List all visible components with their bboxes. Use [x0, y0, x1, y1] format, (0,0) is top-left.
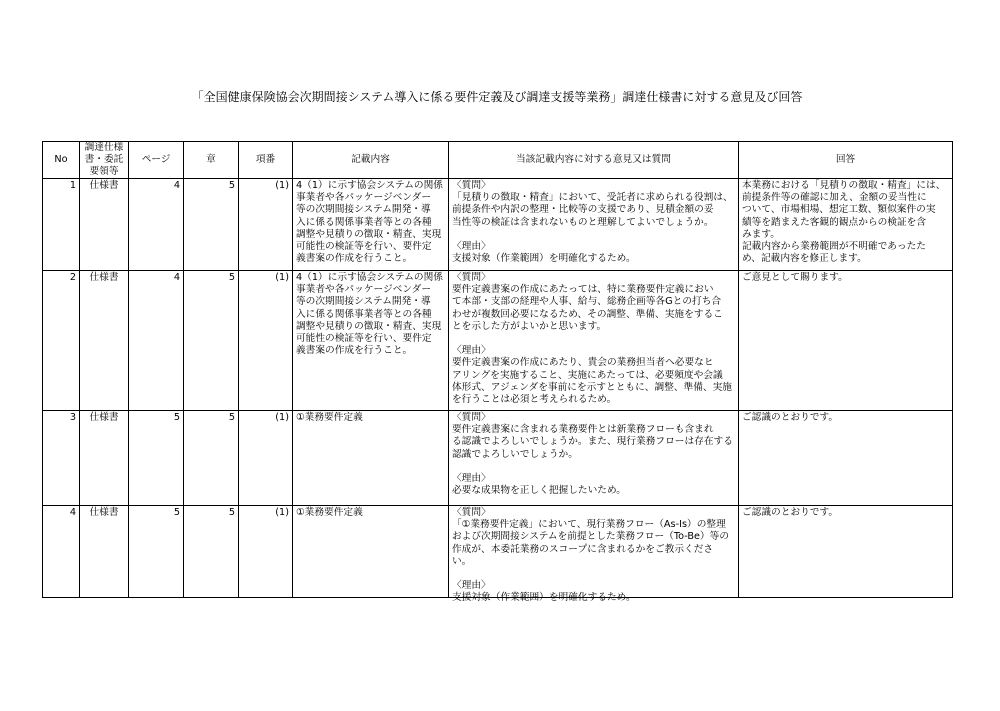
header-document-cell: [80, 142, 129, 179]
row-chapter: 5: [228, 272, 235, 283]
row-answer: ご認識のとおりです。: [742, 412, 839, 423]
row-answer-cell: [739, 506, 953, 598]
row-document-cell: [80, 411, 129, 506]
row-content-cell: [293, 411, 449, 506]
question-label: 〈質問〉: [452, 272, 491, 283]
row-answer: 本業務における「見積りの徴取・精査」には、 前提条件等の確認に加え、金額の妥当性に ついて、市場相場、想定工数、類似案件の実 績等を踏まえた客観的観点からの検証を含 みます。 記載内容から業務範囲が不明確であったた め、記載内容を修正します。: [742, 180, 946, 265]
question-text: 「見積りの徴取・精査」において、受託者に求められる役割は、 前提条件や内訳の整理・比較等の支援であり、見積金額の妥 当性等の検証は含まれないものと理解してよいでしょうか。: [452, 192, 733, 228]
header-item-cell: [239, 142, 293, 179]
table-row: [43, 271, 953, 411]
blank-line: [452, 333, 736, 345]
row-document-cell: [80, 271, 129, 411]
header-opinion: 当該記載内容に対する意見又は質問: [516, 154, 671, 166]
row-item-cell: [239, 411, 293, 506]
row-no-cell: [43, 271, 80, 411]
row-opinion-cell: [449, 179, 739, 271]
question-label: 〈質問〉: [452, 412, 491, 423]
row-opinion: [449, 179, 738, 270]
header-page-cell: [129, 142, 184, 179]
reason-text: 支援対象（作業範囲）を明確化するため。: [452, 253, 636, 265]
header-opinion-cell: [449, 142, 739, 179]
blank-line: [452, 461, 736, 473]
row-chapter-cell: [184, 506, 239, 598]
question-label: 〈質問〉: [452, 180, 491, 191]
row-chapter-cell: [184, 411, 239, 506]
row-answer-cell: [739, 179, 953, 271]
document-title: 「全国健康保険協会次期間接システム導入に係る要件定義及び調達支援等業務」調達仕様書に対する意見及び回答: [191, 90, 803, 104]
reason-text: 支援対象（作業範囲）を明確化するため。: [452, 592, 636, 604]
row-no-cell: [43, 411, 80, 506]
table-row: [43, 179, 953, 271]
row-no: 1: [69, 180, 76, 191]
table-row: [43, 506, 953, 598]
header-document: 調達仕様 書・委託 要領等: [84, 142, 124, 177]
row-document: 仕様書: [89, 272, 119, 283]
row-chapter: 5: [228, 507, 235, 518]
row-item: (1): [275, 272, 289, 283]
row-document: 仕様書: [89, 180, 119, 191]
row-content: ①業務要件定義: [296, 412, 363, 423]
header-no: No: [54, 154, 68, 166]
row-opinion: [449, 271, 738, 410]
row-content-cell: [293, 271, 449, 411]
row-item-cell: [239, 179, 293, 271]
row-opinion: [449, 506, 738, 604]
row-answer-cell: [739, 271, 953, 411]
header-page: ページ: [141, 154, 171, 166]
row-document-cell: [80, 179, 129, 271]
header-answer-cell: [739, 142, 953, 179]
row-page-cell: [129, 411, 184, 506]
row-document: 仕様書: [89, 412, 119, 423]
opinion-answer-table: [42, 141, 953, 604]
row-chapter: 5: [228, 412, 235, 423]
row-no: 2: [69, 272, 76, 283]
row-opinion-cell: [449, 506, 739, 604]
question-text: 「①業務要件定義」において、現行業務フロー（As-Is）の整理 および次期間接システムを前提とした業務フロー（To-Be）等の 作成が、本委託業務のスコープに含まれるかをご教示くださ い。: [452, 519, 730, 567]
row-opinion-cell: [449, 271, 739, 411]
row-answer: ご認識のとおりです。: [742, 507, 839, 518]
row-no: 3: [69, 412, 76, 423]
header-chapter-cell: [184, 142, 239, 179]
header-content: 記載内容: [351, 154, 390, 166]
row-answer: ご意見として賜ります。: [742, 272, 848, 283]
row-content: 4（1）に示す協会システムの関係 事業者や各パッケージベンダー 等の次期間接システム開発・導 入に係る関係事業者等との各種 調整や見積りの徴取・精査、実現 可能性の検証等を行い、要件定 義書案の作成を行うこと。: [296, 180, 443, 265]
row-page-cell: [129, 506, 184, 598]
row-content-cell: [293, 179, 449, 271]
row-item: (1): [275, 180, 289, 191]
row-no: 4: [69, 507, 76, 518]
blank-line: [452, 568, 736, 580]
reason-text: 必要な成果物を正しく把握したいため。: [452, 485, 626, 497]
row-item: (1): [275, 507, 289, 518]
row-page: 5: [173, 412, 180, 423]
row-opinion-cell: [449, 411, 739, 506]
blank-line: [452, 229, 736, 241]
header-content-cell: [293, 142, 449, 179]
row-page: 4: [173, 180, 180, 191]
row-no-cell: [43, 179, 80, 271]
header-row: [43, 142, 953, 179]
row-document-cell: [80, 506, 129, 598]
row-content-cell: [293, 506, 449, 598]
row-item: (1): [275, 412, 289, 423]
row-page: 4: [173, 272, 180, 283]
row-chapter: 5: [228, 180, 235, 191]
question-text: 要件定義書案の作成にあたっては、特に業務要件定義におい て本部・支部の経理や人事、給与、総務企画等各Gとの打ち合 わせが複数回必要になるため、その調整、準備、実施をするこ とを示した方がよいかと思います。: [452, 284, 723, 332]
reason-label: 〈理由〉: [452, 580, 491, 592]
reason-label: 〈理由〉: [452, 473, 491, 484]
row-chapter-cell: [184, 179, 239, 271]
question-text: 要件定義書案に含まれる業務要件とは新業務フローも含まれ る認識でよろしいでしょうか。また、現行業務フローは存在する 認識でよろしいでしょうか。: [452, 424, 733, 460]
header-chapter: 章: [206, 154, 216, 166]
row-opinion: [449, 411, 738, 505]
row-content: ①業務要件定義: [296, 507, 363, 518]
row-content: 4（1）に示す協会システムの関係 事業者や各パッケージベンダー 等の次期間接システム開発・導 入に係る関係事業者等との各種 調整や見積りの徴取・精査、実現 可能性の検証等を行い、要件定 義書案の作成を行うこと。: [296, 272, 443, 357]
header-item: 項番: [255, 154, 276, 166]
table-row: [43, 411, 953, 506]
row-page-cell: [129, 179, 184, 271]
header-no-cell: [43, 142, 80, 179]
row-page: 5: [173, 507, 180, 518]
question-label: 〈質問〉: [452, 507, 491, 518]
row-item-cell: [239, 506, 293, 598]
row-item-cell: [239, 271, 293, 411]
row-page-cell: [129, 271, 184, 411]
row-no-cell: [43, 506, 80, 598]
header-answer: 回答: [835, 154, 856, 166]
row-chapter-cell: [184, 271, 239, 411]
reason-text: 要件定義書案の作成にあたり、貴会の業務担当者へ必要なヒ アリングを実施すること、実施にあたっては、必要頻度や会議 体形式、アジェンダを事前にを示すとともに、調整、準備、実施 を行うことは必須と考えられるため。: [452, 357, 732, 406]
reason-label: 〈理由〉: [452, 345, 491, 357]
reason-label: 〈理由〉: [452, 241, 491, 252]
row-answer-cell: [739, 411, 953, 506]
row-document: 仕様書: [89, 507, 119, 518]
